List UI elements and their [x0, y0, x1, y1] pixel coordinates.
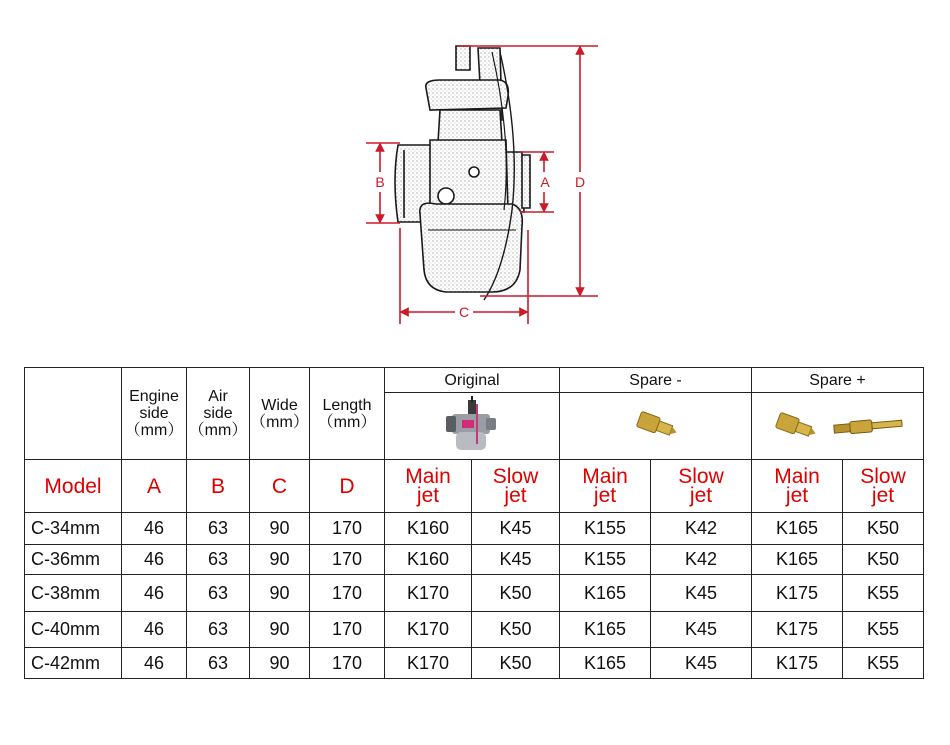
table-cell-b: 63 — [187, 648, 250, 679]
table-cell-orig-slow: K45 — [472, 545, 560, 575]
column-b-label: B — [187, 460, 250, 513]
original-group-header: Original — [385, 368, 560, 393]
table-cell-plus-slow: K55 — [843, 612, 924, 648]
original-slow-jet-label: Slow jet — [472, 460, 560, 513]
spec-table — [24, 367, 924, 679]
table-cell-b: 63 — [187, 513, 250, 545]
table-row — [25, 648, 924, 679]
table-cell-orig-main: K160 — [385, 513, 472, 545]
column-c-label: C — [250, 460, 310, 513]
table-cell-minus-slow: K42 — [651, 513, 752, 545]
spare-plus-main-jet-label: Main jet — [752, 460, 843, 513]
table-cell-b: 63 — [187, 545, 250, 575]
dimension-label-c: C — [458, 304, 470, 320]
table-cell-orig-main: K160 — [385, 545, 472, 575]
original-image-cell — [385, 393, 560, 460]
table-cell-c: 90 — [250, 612, 310, 648]
table-cell-plus-main: K165 — [752, 545, 843, 575]
model-cell: C-36mm — [25, 545, 122, 575]
blank-corner-cell — [25, 368, 122, 460]
table-cell-orig-slow: K45 — [472, 513, 560, 545]
spare-plus-image-cell — [752, 393, 924, 460]
spare-plus-group-header: Spare + — [752, 368, 924, 393]
main-jet-icon — [626, 405, 686, 445]
table-cell-minus-slow: K45 — [651, 612, 752, 648]
table-cell-d: 170 — [310, 612, 385, 648]
table-cell-a: 46 — [122, 575, 187, 612]
table-cell-orig-slow: K50 — [472, 612, 560, 648]
table-cell-a: 46 — [122, 513, 187, 545]
table-cell-minus-main: K165 — [560, 612, 651, 648]
table-cell-minus-main: K165 — [560, 648, 651, 679]
length-header: Length （mm） — [310, 368, 385, 460]
table-cell-orig-main: K170 — [385, 575, 472, 612]
table-cell-c: 90 — [250, 648, 310, 679]
table-cell-orig-main: K170 — [385, 648, 472, 679]
air-side-header: Air side （mm） — [187, 368, 250, 460]
spare-minus-image-cell — [560, 393, 752, 460]
table-cell-c: 90 — [250, 575, 310, 612]
original-main-jet-label: Main jet — [385, 460, 472, 513]
engine-side-header: Engine side （mm） — [122, 368, 187, 460]
table-cell-a: 46 — [122, 545, 187, 575]
spare-minus-main-jet-label: Main jet — [560, 460, 651, 513]
table-cell-b: 63 — [187, 575, 250, 612]
column-a-label: A — [122, 460, 187, 513]
carburetor-drawing — [395, 46, 530, 300]
table-cell-d: 170 — [310, 513, 385, 545]
table-cell-c: 90 — [250, 513, 310, 545]
table-cell-plus-slow: K50 — [843, 545, 924, 575]
table-cell-d: 170 — [310, 545, 385, 575]
table-cell-minus-main: K165 — [560, 575, 651, 612]
table-cell-plus-main: K165 — [752, 513, 843, 545]
model-cell: C-42mm — [25, 648, 122, 679]
table-cell-minus-main: K155 — [560, 545, 651, 575]
table-cell-plus-main: K175 — [752, 648, 843, 679]
dimension-label-a: A — [540, 174, 550, 190]
table-cell-minus-slow: K45 — [651, 575, 752, 612]
table-cell-plus-slow: K50 — [843, 513, 924, 545]
table-cell-plus-slow: K55 — [843, 575, 924, 612]
table-cell-b: 63 — [187, 612, 250, 648]
table-cell-minus-slow: K45 — [651, 648, 752, 679]
table-cell-a: 46 — [122, 648, 187, 679]
model-cell: C-40mm — [25, 612, 122, 648]
table-cell-minus-main: K155 — [560, 513, 651, 545]
wide-header: Wide （mm） — [250, 368, 310, 460]
column-d-label: D — [310, 460, 385, 513]
dimension-label-d: D — [574, 174, 586, 190]
model-row — [25, 460, 924, 513]
table-cell-orig-slow: K50 — [472, 575, 560, 612]
model-cell: C-38mm — [25, 575, 122, 612]
spare-plus-slow-jet-label: Slow jet — [843, 460, 924, 513]
table-cell-d: 170 — [310, 648, 385, 679]
slow-jet-icon — [830, 411, 910, 441]
carburetor-photo — [442, 396, 502, 454]
model-cell: C-34mm — [25, 513, 122, 545]
table-cell-orig-slow: K50 — [472, 648, 560, 679]
dimension-label-b: B — [375, 174, 385, 190]
table-cell-orig-main: K170 — [385, 612, 472, 648]
table-row — [25, 612, 924, 648]
table-cell-c: 90 — [250, 545, 310, 575]
table-row — [25, 575, 924, 612]
table-row — [25, 545, 924, 575]
table-cell-plus-main: K175 — [752, 575, 843, 612]
carburetor-diagram — [0, 0, 950, 360]
table-cell-d: 170 — [310, 575, 385, 612]
table-cell-plus-slow: K55 — [843, 648, 924, 679]
main-jet-icon — [765, 406, 825, 446]
spare-minus-slow-jet-label: Slow jet — [651, 460, 752, 513]
table-cell-plus-main: K175 — [752, 612, 843, 648]
table-row — [25, 513, 924, 545]
table-cell-a: 46 — [122, 612, 187, 648]
table-cell-minus-slow: K42 — [651, 545, 752, 575]
model-label: Model — [25, 460, 122, 513]
spare-minus-group-header: Spare - — [560, 368, 752, 393]
